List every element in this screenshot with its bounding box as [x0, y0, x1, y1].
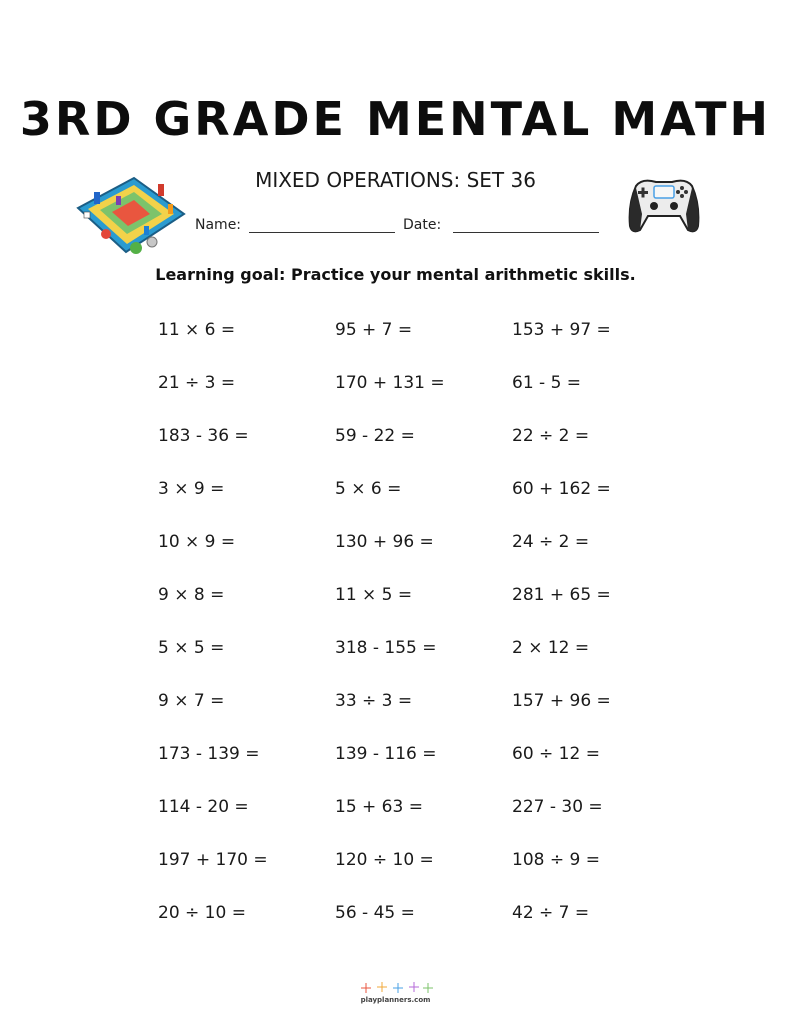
math-problem: 318 - 155 =: [335, 638, 437, 658]
math-problem: 183 - 36 =: [158, 426, 249, 446]
math-problem: 108 ÷ 9 =: [512, 850, 600, 870]
fireworks-icon: [356, 981, 436, 995]
math-problem: 60 ÷ 12 =: [512, 744, 600, 764]
math-problem: 120 ÷ 10 =: [335, 850, 434, 870]
page-subtitle: MIXED OPERATIONS: SET 36: [255, 168, 536, 192]
math-problem: 3 × 9 =: [158, 479, 225, 499]
math-problem: 11 × 5 =: [335, 585, 413, 605]
math-problem: 61 - 5 =: [512, 373, 582, 393]
math-problem: 21 ÷ 3 =: [158, 373, 236, 393]
math-problem: 114 - 20 =: [158, 797, 249, 817]
math-problem: 20 ÷ 10 =: [158, 903, 246, 923]
math-problem: 11 × 6 =: [158, 320, 236, 340]
math-problem: 197 + 170 =: [158, 850, 268, 870]
board-game-icon: [70, 170, 190, 266]
date-label: Date:: [403, 217, 442, 233]
math-problem: 9 × 7 =: [158, 691, 225, 711]
math-problem: 60 + 162 =: [512, 479, 611, 499]
math-problem: 95 + 7 =: [335, 320, 413, 340]
name-label: Name:: [195, 217, 242, 233]
footer: [0, 981, 791, 1004]
math-problem: 42 ÷ 7 =: [512, 903, 590, 923]
math-problem: 139 - 116 =: [335, 744, 437, 764]
page-title: 3RD GRADE MENTAL MATH: [19, 92, 772, 146]
math-problem: 281 + 65 =: [512, 585, 611, 605]
math-problem: 157 + 96 =: [512, 691, 611, 711]
math-problem: 170 + 131 =: [335, 373, 445, 393]
math-problem: 130 + 96 =: [335, 532, 434, 552]
math-problem: 33 ÷ 3 =: [335, 691, 413, 711]
math-problem: 173 - 139 =: [158, 744, 260, 764]
problems-grid: [158, 318, 689, 954]
math-problem: 56 - 45 =: [335, 903, 415, 923]
math-problem: 153 + 97 =: [512, 320, 611, 340]
math-problem: 24 ÷ 2 =: [512, 532, 590, 552]
learning-goal: Learning goal: Practice your mental arithmetic skills.: [155, 265, 636, 284]
math-problem: 5 × 5 =: [158, 638, 225, 658]
math-problem: 10 × 9 =: [158, 532, 236, 552]
math-problem: 22 ÷ 2 =: [512, 426, 590, 446]
math-problem: 2 × 12 =: [512, 638, 590, 658]
math-problem: 59 - 22 =: [335, 426, 415, 446]
math-problem: 15 + 63 =: [335, 797, 423, 817]
date-field[interactable]: [453, 218, 599, 233]
name-field[interactable]: [249, 218, 395, 233]
math-problem: 9 × 8 =: [158, 585, 225, 605]
footer-website: playplanners.com: [360, 996, 431, 1004]
name-date-fields: [195, 217, 599, 233]
math-problem: 227 - 30 =: [512, 797, 603, 817]
game-controller-icon: [626, 174, 702, 242]
math-problem: 5 × 6 =: [335, 479, 402, 499]
